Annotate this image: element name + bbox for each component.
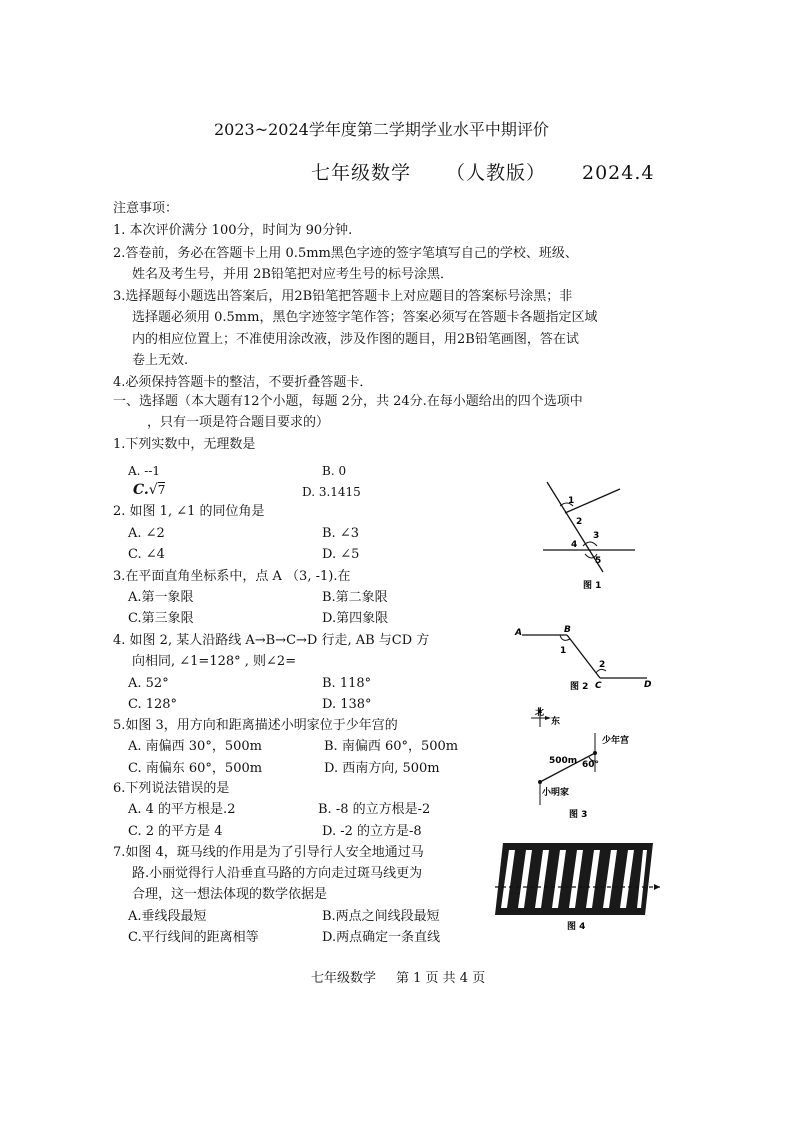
fig2-angle-2: 2	[599, 660, 606, 670]
question-5-option-b: B. 南偏西 60°，500m	[324, 739, 459, 754]
note-line: 3.选择题每小题选出答案后，用2B铅笔把答题卡上对应题目的答案标号涂黑；非	[113, 289, 573, 304]
question-6-option-d: D. -2 的立方是-8	[322, 824, 422, 839]
fig1-label-2: 2	[576, 517, 583, 527]
fig1-label-3: 3	[593, 531, 600, 541]
question-6-option-c: C. 2 的平方是 4	[128, 824, 223, 839]
fig3-distance: 500m	[549, 756, 578, 766]
question-2-stem: 2. 如图 1, ∠1 的同位角是	[113, 504, 265, 519]
fig2-point-a: A	[515, 628, 522, 638]
figure-3	[515, 705, 645, 823]
fig1-caption: 图 1	[583, 581, 602, 591]
footer-subject: 七年级数学	[311, 971, 377, 986]
question-4-option-d: D. 138°	[322, 697, 372, 712]
fig2-caption: 图 2	[570, 682, 589, 692]
footer-page-info: 第 1 页 共 4 页	[396, 971, 486, 986]
exam-edition: （人教版）	[446, 162, 547, 184]
question-1-option-d: D. 3.1415	[302, 485, 361, 499]
question-7-stem-cont: 合理，这一想法体现的数学依据是	[132, 887, 328, 902]
exam-title: 2023~2024学年度第二学期学业水平中期评价	[214, 120, 549, 139]
sqrt-radicand: 7	[157, 483, 166, 497]
question-3-option-d: D.第四象限	[322, 611, 389, 626]
sqrt-symbol: √	[148, 482, 158, 498]
question-4-stem-cont: 向相同, ∠1=128° , 则∠2=	[132, 654, 297, 669]
question-4-option-b: B. 118°	[322, 676, 372, 691]
note-line: 选择题必须用 0.5mm，黑色字迹签字笔作答；答案必须写在答题卡各题指定区域	[132, 310, 598, 325]
fig1-label-5: 5	[595, 556, 602, 566]
question-2-option-b: B. ∠3	[322, 526, 359, 541]
question-7-option-b: B.两点之间线段最短	[322, 909, 440, 924]
option-c-label: C.	[133, 482, 149, 498]
question-6-option-b: B. -8 的立方根是-2	[318, 802, 431, 817]
figure-2	[512, 625, 662, 695]
fig2-point-d: D	[644, 680, 652, 690]
question-6-option-a: A. 4 的平方根是.2	[128, 802, 236, 817]
fig3-east: 东	[551, 717, 561, 727]
question-7-stem: 7.如图 4，斑马线的作用是为了引导行人安全地通过马	[113, 845, 424, 860]
question-3-option-a: A.第一象限	[128, 590, 194, 605]
note-line: 内的相应位置上；不准使用涂改液，涉及作图的题目，用2B铅笔画图，答在试	[132, 332, 579, 347]
fig3-angle: 60°	[582, 760, 600, 770]
fig4-caption: 图 4	[567, 922, 586, 932]
question-4-stem: 4. 如图 2, 某人沿路线 A→B→C→D 行走, AB 与CD 方	[113, 633, 430, 648]
question-1-option-a: A. --1	[128, 464, 161, 478]
fig3-home: 小明家	[542, 788, 570, 798]
question-4-option-a: A. 52°	[128, 676, 169, 691]
notes-heading: 注意事项：	[113, 201, 179, 216]
exam-date: 2024.4	[582, 162, 655, 184]
figure-4	[495, 840, 660, 935]
question-2-option-a: A. ∠2	[128, 526, 165, 541]
note-line: 卷上无效.	[132, 353, 189, 368]
note-line: 姓名及考生号，并用 2B铅笔把对应考生号的标号涂黑．	[132, 267, 453, 282]
exam-subject: 七年级数学	[311, 162, 412, 184]
note-line: 4.必须保持答题卡的整洁，不要折叠答题卡．	[113, 375, 373, 390]
note-line: 1. 本次评价满分 100分，时间为 90分钟.	[113, 223, 353, 238]
question-5-option-c: C. 南偏东 60°，500m	[128, 761, 263, 776]
question-3-option-c: C.第三象限	[128, 611, 194, 626]
question-6-stem: 6.下列说法错误的是	[113, 781, 230, 796]
figure-1	[535, 480, 645, 595]
section-heading: 一、选择题（本大题有12个小题，每题 2分，共 24分.在每小题给出的四个选项中	[113, 394, 583, 409]
fig2-angle-1: 1	[560, 646, 567, 656]
question-4-option-c: C. 128°	[128, 697, 178, 712]
question-5-stem: 5.如图 3，用方向和距离描述小明家位于少年宫的	[113, 718, 398, 733]
question-3-option-b: B.第二象限	[322, 590, 388, 605]
fig3-target: 少年宫	[602, 736, 630, 746]
question-1-option-b: B. 0	[322, 464, 347, 478]
note-line: 2.答卷前，务必在答题卡上用 0.5mm黑色字迹的签字笔填写自己的学校、班级、	[113, 246, 578, 261]
question-2-option-c: C. ∠4	[128, 547, 165, 562]
fig1-label-4: 4	[571, 540, 578, 550]
fig1-label-1: 1	[568, 496, 575, 506]
question-5-option-a: A. 南偏西 30°，500m	[128, 739, 262, 754]
fig3-caption: 图 3	[569, 810, 588, 820]
question-2-option-d: D. ∠5	[322, 547, 360, 562]
question-5-option-d: D. 西南方向, 500m	[324, 761, 440, 776]
fig2-point-b: B	[564, 625, 571, 635]
question-1-option-c	[133, 481, 165, 499]
fig2-point-c: C	[595, 681, 602, 691]
question-7-option-a: A.垂线段最短	[128, 909, 207, 924]
question-7-option-c: C.平行线间的距离相等	[128, 930, 259, 945]
section-heading-cont: ，只有一项是符合题目要求的）	[147, 415, 330, 430]
question-7-option-d: D.两点确定一条直线	[322, 930, 441, 945]
fig3-north: 北	[535, 708, 545, 718]
question-1-stem: 1.下列实数中，无理数是	[113, 437, 256, 452]
question-3-stem: 3.在平面直角坐标系中，点 A （3, -1).在	[113, 569, 351, 584]
question-7-stem-cont: 路.小丽觉得行人沿垂直马路的方向走过斑马线更为	[132, 866, 423, 881]
